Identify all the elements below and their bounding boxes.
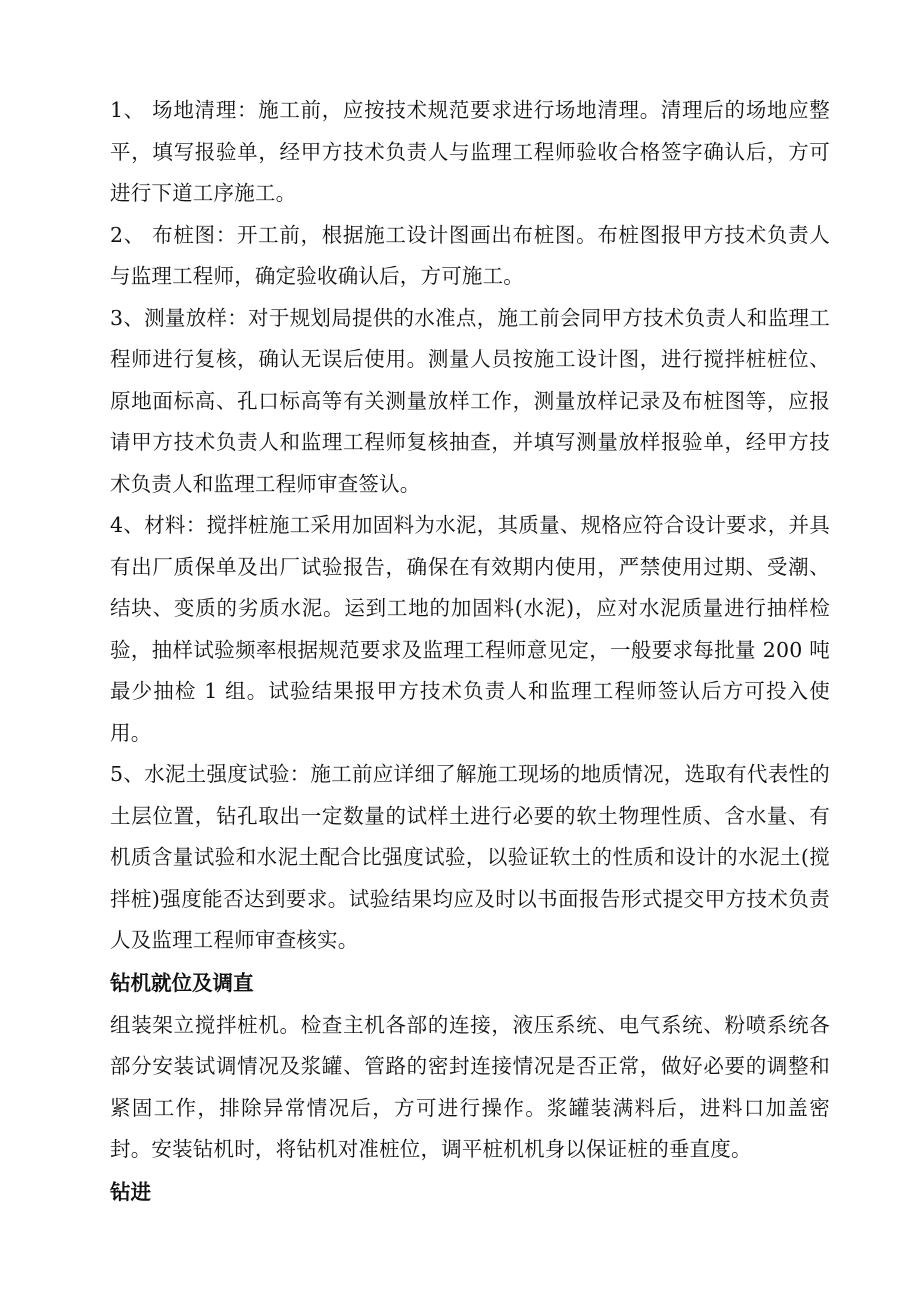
section-body-rig-positioning: 组装架立搅拌桩机。检查主机各部的连接，液压系统、电气系统、粉喷系统各部分安装试调情况及浆罐、管路的密封连接情况是否正常，做好必要的调整和紧固工作，排除异常情况后，方可进行操作。浆罐装满料后，进料口加盖密封。安装钻机时，将钻机对准桩位，调平桩机机身以保证桩的垂直度。	[110, 1012, 830, 1161]
section-heading-rig-positioning: 钻机就位及调直	[110, 970, 254, 995]
item-strength-test: 5、水泥土强度试验：施工前应详细了解施工现场的地质情况，选取有代表性的土层位置，钻孔取出一定数量的试样土进行必要的软土物理性质、含水量、有机质含量试验和水泥土配合比强度试验，以验证软土的性质和设计的水泥土(搅拌桩)强度能否达到要求。试验结果均应及时以书面报告形式提交甲方技术负责人及监理工程师审查核实。	[110, 762, 830, 952]
section-heading-drilling: 钻进	[110, 1179, 151, 1204]
item-site-clearing: 1、 场地清理：施工前，应按技术规范要求进行场地清理。清理后的场地应整平，填写报验单，经甲方技术负责人与监理工程师验收合格签字确认后，方可进行下道工序施工。	[110, 98, 830, 205]
item-pile-layout: 2、 布桩图：开工前，根据施工设计图画出布桩图。布桩图报甲方技术负责人与监理工程师，确定验收确认后，方可施工。	[110, 222, 830, 288]
item-survey-setout: 3、测量放样：对于规划局提供的水准点，施工前会同甲方技术负责人和监理工程师进行复核，确认无误后使用。测量人员按施工设计图，进行搅拌桩桩位、原地面标高、孔口标高等有关测量放样工作，测量放样记录及布桩图等，应报请甲方技术负责人和监理工程师复核抽查，并填写测量放样报验单，经甲方技术负责人和监理工程师审查签认。	[110, 305, 830, 496]
item-materials: 4、材料：搅拌桩施工采用加固料为水泥，其质量、规格应符合设计要求，并具有出厂质保单及出厂试验报告，确保在有效期内使用，严禁使用过期、受潮、结块、变质的劣质水泥。运到工地的加固料(水泥)，应对水泥质量进行抽样检验，抽样试验频率根据规范要求及监理工程师意见定，一般要求每批量 200 吨最少抽检 1 组。试验结果报甲方技术负责人和监理工程师签认后方可投入使用。	[110, 513, 830, 745]
